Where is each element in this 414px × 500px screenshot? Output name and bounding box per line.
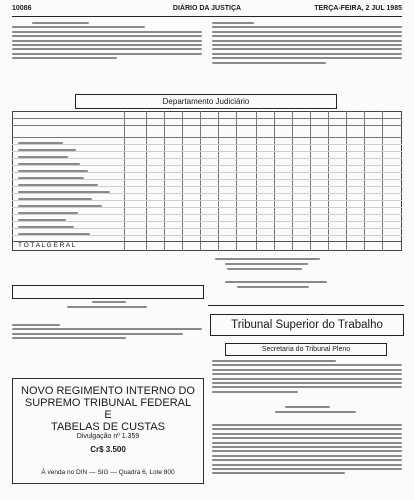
left-notice-text — [12, 324, 202, 342]
intro-text-right — [212, 22, 402, 66]
secretariat-heading: Secretaria do Tribunal Pleno — [225, 343, 387, 356]
publication-date: TERÇA-FEIRA, 2 JUL 1985 — [314, 5, 402, 12]
signature-block-2 — [225, 281, 345, 291]
regimento-price: Cr$ 3.500 — [90, 445, 126, 454]
divider-rule — [208, 305, 404, 306]
right-text-1 — [212, 360, 402, 395]
right-text-2 — [212, 424, 402, 477]
publication-name: DIÁRIO DA JUSTIÇA — [172, 5, 242, 12]
intro-text-left — [12, 22, 202, 62]
regimento-divulgacao: Divulgação nº 1.359 — [76, 433, 140, 440]
regimento-sale-info: À venda no DIN — SIG — Quadra 6, Lote 800 — [41, 469, 175, 476]
regimento-subtitle: E TABELAS DE CUSTAS — [51, 409, 165, 433]
page-header — [12, 3, 402, 15]
tribunal-title: Tribunal Superior do Trabalho — [210, 314, 404, 336]
regimento-notice-box — [12, 378, 204, 484]
statistics-table — [12, 111, 402, 251]
pauta-text — [12, 301, 202, 311]
table-total-label: T O T A L G E R A L — [18, 242, 76, 249]
right-signature — [275, 406, 365, 416]
signature-block-1 — [215, 258, 365, 273]
header-rule — [12, 16, 402, 17]
department-heading: Departamento Judiciário — [75, 94, 337, 109]
pauta-heading — [12, 285, 204, 299]
regimento-title: NOVO REGIMENTO INTERNO DO SUPREMO TRIBUNAL FEDERAL — [21, 385, 195, 409]
page-number: 10086 — [12, 5, 32, 12]
